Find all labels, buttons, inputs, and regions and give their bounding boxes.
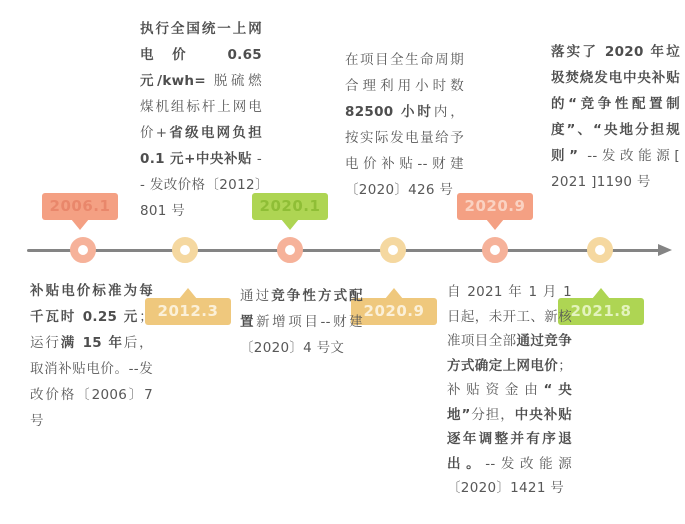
date-label: 2020.1 — [259, 197, 321, 215]
event-note-2006-1: 补贴电价标准为每千瓦时 0.25 元；运行满 15 年后，取消补贴电价。--发改价格〔2006〕7 号 — [30, 283, 153, 429]
tag-pointer-up-icon — [592, 288, 610, 299]
date-label: 2020.9 — [363, 302, 425, 320]
timeline-node-2012-3 — [172, 237, 198, 263]
tag-pointer-down-icon — [281, 219, 299, 230]
date-tag-2020-9-competition — [457, 193, 533, 220]
date-tag-2012-3 — [145, 298, 231, 325]
date-tag-2020-1 — [252, 193, 328, 220]
event-note-2020-9-hours: 在项目全生命周期合理利用小时数 82500 小时内，按实际发电量给予电价补贴--财建〔2020〕426 号 — [345, 52, 464, 198]
tag-pointer-up-icon — [385, 288, 403, 299]
event-note-2012-3: 执行全国统一上网电价 0.65 元/kwh= 脱硫燃煤机组标杆上网电价+省级电网负担 0.1 元+中央补贴 -- 发改价格〔2012〕801 号 — [140, 21, 262, 219]
date-tag-2020-9-hours — [351, 298, 437, 325]
date-label: 2006.1 — [49, 197, 111, 215]
date-label: 2020.9 — [464, 197, 526, 215]
tag-pointer-down-icon — [71, 219, 89, 230]
tag-pointer-down-icon — [486, 219, 504, 230]
timeline-node-2021-8 — [587, 237, 613, 263]
timeline-node-2020-9-competition — [482, 237, 508, 263]
timeline-node-2006-1 — [70, 237, 96, 263]
date-label: 2012.3 — [157, 302, 219, 320]
timeline-axis — [27, 249, 660, 252]
date-tag-2006-1 — [42, 193, 118, 220]
timeline-node-2020-1 — [277, 237, 303, 263]
event-note-2021-8: 落实了 2020 年垃圾焚烧发电中央补贴的“竞争性配置制度”、“央地分担规则” --发改能源[ 2021 ]1190 号 — [551, 44, 680, 190]
timeline-node-2020-9-hours — [380, 237, 406, 263]
timeline-arrowhead-icon — [658, 244, 672, 256]
date-label: 2021.8 — [570, 302, 632, 320]
tag-pointer-up-icon — [179, 288, 197, 299]
event-note-2020-9-competition: 自 2021 年 1 月 1 日起，未开工、新核准项目全部通过竞争方式确定上网电价；补贴资金由“央地”分担，中央补贴逐年调整并有序退出。--发改能源〔2020〕1421 号 — [447, 284, 572, 496]
event-note-2020-1: 通过竞争性方式配置新增项目--财建〔2020〕4 号文 — [240, 288, 363, 356]
